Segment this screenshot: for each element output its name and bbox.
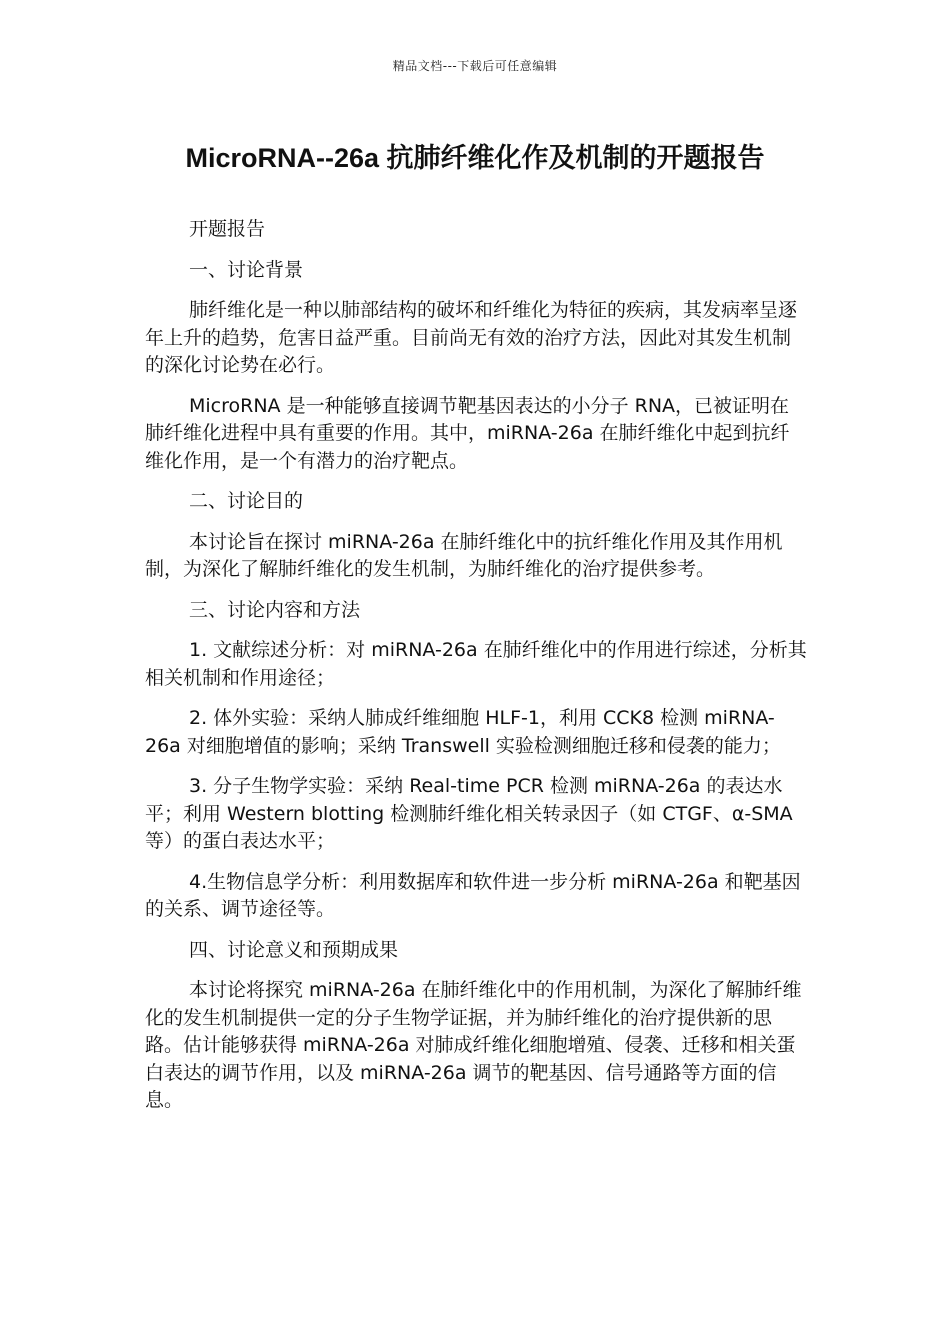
heading-purpose: 二、讨论目的 (189, 490, 304, 512)
paragraph-background-1: 肺纤维化是一种以肺部结构的破坏和纤维化为特征的疾病，其发病率呈逐年上升的趋势，危害日益严重。目前尚无有效的治疗方法，因此对其发生机制的深化讨论势在必行。 (145, 299, 798, 376)
document-title: MicroRNA--26a 抗肺纤维化作及机制的开题报告 (185, 143, 765, 173)
heading-proposal: 开题报告 (189, 218, 266, 240)
document-body (145, 216, 807, 1128)
heading-significance: 四、讨论意义和预期成果 (189, 938, 399, 961)
paragraph-purpose: 本讨论旨在探讨 miRNA-26a 在肺纤维化中的抗纤维化作用及其作用机制，为深化了解肺纤维化的发生机制，为肺纤维化的治疗提供参考。 (145, 530, 783, 580)
paragraph-method-2: 2. 体外实验：采纳人肺成纤维细胞 HLF-1，利用 CCK8 检测 miRNA-26a 对细胞增值的影响；采纳 Transwell 实验检测细胞迁移和侵袭的能力； (145, 707, 781, 757)
paragraph-method-1: 1. 文献综述分析：对 miRNA-26a 在肺纤维化中的作用进行综述，分析其相关机制和作用途径； (145, 639, 807, 689)
paragraph-significance: 本讨论将探究 miRNA-26a 在肺纤维化中的作用机制，为深化了解肺纤维化的发生机制提供一定的分子生物学证据，并为肺纤维化的治疗提供新的思路。估计能够获得 miRNA-26a 对肺成纤维化细胞增殖、侵袭、迁移和相关蛋白表达的调节作用，以及 miRNA-26a 调节的靶基因、信号通路等方面的信息。 (145, 979, 802, 1111)
paragraph-background-2: MicroRNA 是一种能够直接调节靶基因表达的小分子 RNA，已被证明在肺纤维化进程中具有重要的作用。其中，miRNA-26a 在肺纤维化中起到抗纤维化作用，是一个有潜力的治疗靶点。 (145, 394, 790, 472)
heading-background: 一、讨论背景 (189, 258, 304, 281)
heading-content-methods: 三、讨论内容和方法 (189, 598, 361, 621)
paragraph-method-3: 3. 分子生物学实验：采纳 Real-time PCR 检测 miRNA-26a 的表达水平；利用 Western blotting 检测肺纤维化相关转录因子（如 CTGF、α-SMA 等）的蛋白表达水平； (145, 775, 793, 852)
header-note: 精品文档---下载后可任意编辑 (392, 59, 558, 73)
paragraph-method-4: 4.生物信息学分析：利用数据库和软件进一步分析 miRNA-26a 和靶基因的关系、调节途径等。 (145, 870, 801, 920)
